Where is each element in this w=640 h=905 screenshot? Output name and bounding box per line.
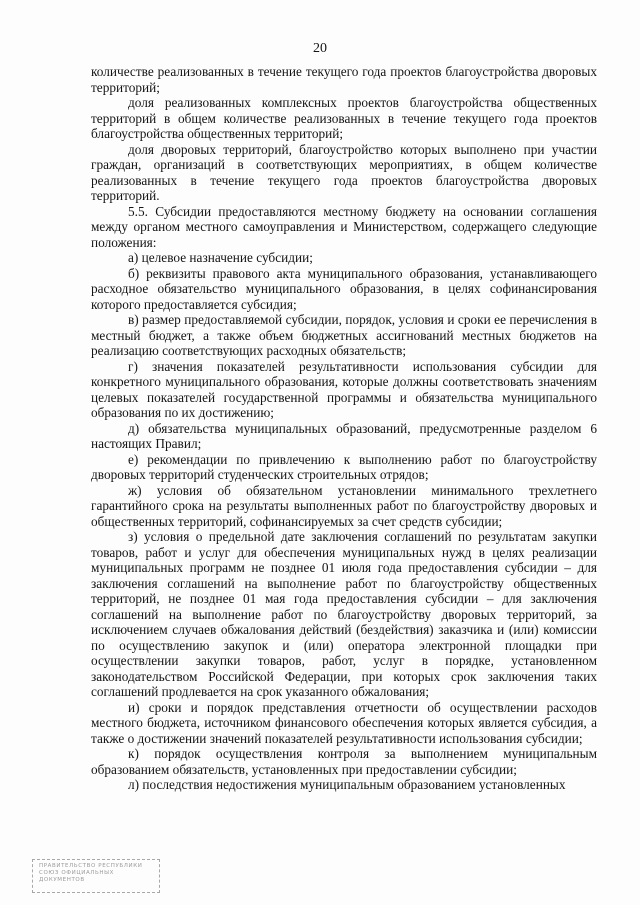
document-stamp: [32, 859, 160, 893]
list-item-l: л) последствия недостижения муниципальным образованием установленных: [128, 777, 566, 792]
list-item-g: г) значения показателей результативности использования субсидии для конкретного муниципального образования, которые должны соответствовать значениям целевых показателей государственной программы и обязательства муниципального образования по их достижению;: [91, 358, 597, 420]
paragraph-section-5-5: 5.5. Субсидии предоставляются местному бюджету на основании соглашения между органом местного самоуправления и Министерством, содержащего следующие положения:: [91, 203, 597, 250]
paragraph-continuation: количестве реализованных в течение текущего года проектов благоустройства дворовых территорий;: [91, 64, 597, 95]
stamp-line: ПРАВИТЕЛЬСТВО РЕСПУБЛИКИ: [39, 863, 143, 869]
list-item-zh: ж) условия об обязательном установлении минимального трехлетнего гарантийного срока на результаты выполненных работ по благоустройству дворовых и общественных территорий, софинансируемых за счет средств субсидии;: [91, 482, 597, 529]
stamp-line: ДОКУМЕНТОВ: [39, 877, 85, 883]
page-number: 20: [313, 41, 327, 56]
list-item-e: е) рекомендации по привлечению к выполнению работ по благоустройству дворовых территорий студенческих строительных отрядов;: [91, 451, 597, 482]
list-item-i: и) сроки и порядок представления отчетности об осуществлении расходов местного бюджета, источником финансового обеспечения которых является субсидия, а также о достижении значений показателей результативности использования субсидии;: [91, 699, 597, 746]
list-item-d: д) обязательства муниципальных образований, предусмотренные разделом 6 настоящих Правил;: [91, 420, 597, 451]
list-item-k: к) порядок осуществления контроля за выполнением муниципальным образованием обязательств, установленных при предоставлении субсидии;: [91, 746, 597, 777]
list-item-v: в) размер предоставляемой субсидии, порядок, условия и сроки ее перечисления в местный бюджет, а также объем бюджетных ассигнований местных бюджетов на реализацию соответствующих расходных обязательств;: [91, 312, 597, 358]
list-item-z: з) условия о предельной дате заключения соглашений по результатам закупки товаров, работ и услуг для обеспечения муниципальных нужд в целях реализации муниципальных программ не позднее 01 июля года предоставления субсидии – для заключения соглашений на выполнение работ по благоустройству общественных территорий, не позднее 01 мая года предоставления субсидии – для заключения соглашений на выполнение работ по благоустройству дворовых территорий, за исключением случаев обжалования действий (бездействия) заказчика и (или) комиссии по осуществлению закупок и (или) оператора электронной площадки при осуществлении закупки товаров, работ, услуг в порядке, установленном законодательством Российской Федерации, при которых срок заключения таких соглашений продлевается на срок указанного обжалования;: [91, 529, 597, 699]
paragraph-indicator-citizen-participation: доля дворовых территорий, благоустройство которых выполнено при участии граждан, организаций в соответствующих мероприятиях, в общем количестве реализованных в течение текущего года проектов благоустройства дворовых территорий.: [91, 141, 597, 203]
paragraph-indicator-complex-projects: доля реализованных комплексных проектов благоустройства общественных территорий в общем количестве реализованных в течение текущего года проектов благоустройства общественных территорий;: [91, 95, 597, 141]
stamp-line: СОЮЗ ОФИЦИАЛЬНЫХ: [39, 870, 114, 876]
list-item-b: б) реквизиты правового акта муниципального образования, устанавливающего расходное обязательство муниципального образования, в целях софинансирования которого предоставляется субсидия;: [91, 265, 597, 312]
document-body: [91, 64, 597, 793]
list-item-a: а) целевое назначение субсидии;: [128, 250, 313, 265]
